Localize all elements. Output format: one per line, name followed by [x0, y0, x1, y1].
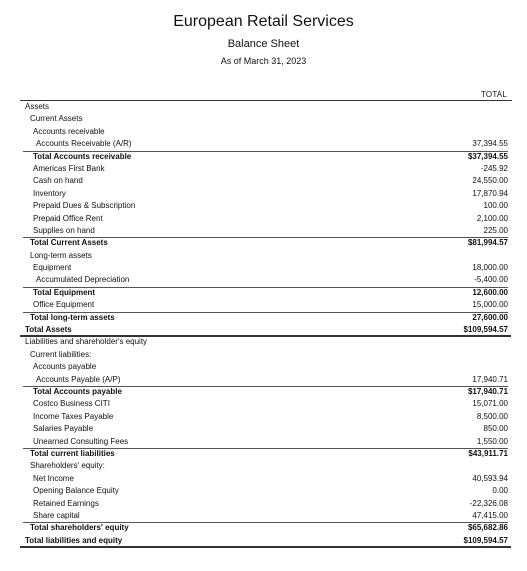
total-row: [23, 287, 508, 299]
table-row: [23, 126, 508, 138]
table-row: [23, 188, 508, 200]
table-row: [23, 299, 508, 311]
row-label: Total shareholders' equity: [30, 523, 129, 533]
row-label: Total long-term assets: [30, 312, 115, 322]
row-label: Income Taxes Payable: [33, 411, 114, 421]
row-amount: 27,600.00: [472, 312, 508, 322]
row-label: Total liabilities and equity: [25, 535, 123, 545]
row-amount: 17,940.71: [472, 374, 508, 384]
row-label: Inventory: [33, 188, 66, 198]
column-header-total: TOTAL: [480, 90, 507, 99]
table-row: [23, 473, 508, 485]
row-label: Total Accounts payable: [33, 386, 122, 396]
table-row: [23, 163, 508, 175]
row-label: Supplies on hand: [33, 225, 95, 235]
row-label: Current Assets: [30, 114, 83, 124]
row-amount: 0.00: [492, 486, 508, 496]
row-amount: $37,394.55: [467, 151, 508, 161]
row-amount: $109,594.57: [463, 325, 508, 335]
table-row: [23, 336, 508, 348]
row-label: Accounts receivable: [33, 126, 105, 136]
table-row: [23, 485, 508, 497]
row-amount: 18,000.00: [472, 263, 508, 273]
table-row: [23, 138, 508, 150]
row-amount: 40,593.94: [472, 473, 508, 483]
table-row: [23, 374, 508, 386]
row-amount: 12,600.00: [472, 287, 508, 297]
balance-sheet-table: [23, 101, 508, 547]
row-label: Office Equipment: [33, 300, 95, 310]
row-amount: $65,682.86: [467, 523, 508, 533]
table-row: [23, 175, 508, 187]
total-row: [23, 237, 508, 249]
row-amount: $81,994.57: [467, 238, 508, 248]
row-label: Total current liabilities: [30, 448, 115, 458]
row-amount: -22,326.08: [469, 498, 508, 508]
row-label: Unearned Consulting Fees: [33, 436, 129, 446]
table-row: [23, 423, 508, 435]
row-amount: 8,500.00: [476, 411, 508, 421]
table-row: [23, 274, 508, 286]
total-row: [23, 386, 508, 398]
row-label: Total Assets: [25, 325, 72, 335]
row-amount: -245.92: [480, 163, 508, 173]
row-amount: $109,594.57: [463, 535, 508, 545]
row-label: Accumulated Depreciation: [36, 275, 130, 285]
table-row: [23, 361, 508, 373]
row-label: Liabilities and shareholder's equity: [25, 337, 148, 347]
row-label: Total Accounts receivable: [33, 151, 132, 161]
table-row: [23, 498, 508, 510]
table-row: [23, 101, 508, 113]
row-amount: 2,100.00: [476, 213, 508, 223]
row-amount: 47,415.00: [472, 510, 508, 520]
row-label: Accounts payable: [33, 362, 97, 372]
row-amount: 24,550.00: [472, 176, 508, 186]
row-amount: 100.00: [483, 201, 508, 211]
company-name: European Retail Services: [173, 13, 354, 30]
total-row: [23, 312, 508, 324]
row-label: Retained Earnings: [33, 498, 99, 508]
row-amount: 850.00: [483, 424, 508, 434]
row-amount: 15,000.00: [472, 300, 508, 310]
row-label: Opening Balance Equity: [33, 486, 119, 496]
row-label: Prepaid Dues & Subscription: [33, 201, 136, 211]
grand-total-row: [23, 535, 508, 547]
row-label: Total Current Assets: [30, 238, 108, 248]
row-amount: 1,550.00: [476, 436, 508, 446]
total-row: [23, 522, 508, 534]
table-row: [23, 510, 508, 522]
row-label: Cash on hand: [33, 176, 83, 186]
row-amount: 225.00: [483, 225, 508, 235]
row-label: Accounts Payable (A/P): [36, 374, 121, 384]
table-row: [23, 262, 508, 274]
row-amount: $17,940.71: [467, 386, 508, 396]
report-date: As of March 31, 2023: [220, 56, 307, 66]
row-amount: -5,400.00: [474, 275, 508, 285]
row-label: Total Equipment: [33, 287, 96, 297]
row-amount: 15,071.00: [472, 399, 508, 409]
row-label: Share capital: [33, 510, 80, 520]
table-row: [23, 213, 508, 225]
row-label: Net Income: [33, 473, 74, 483]
table-row: [23, 436, 508, 448]
total-row: [23, 448, 508, 460]
row-label: Assets: [25, 102, 50, 111]
report-title: Balance Sheet: [227, 38, 300, 50]
table-row: [23, 398, 508, 410]
table-row: [23, 113, 508, 125]
table-row: [23, 250, 508, 262]
row-label: Prepaid Office Rent: [33, 213, 103, 223]
table-row: [23, 349, 508, 361]
row-label: Long-term assets: [30, 250, 92, 260]
table-row: [23, 200, 508, 212]
total-row: [23, 151, 508, 163]
row-amount: 37,394.55: [472, 139, 508, 149]
row-amount: $43,911.71: [468, 448, 508, 458]
row-amount: 17,870.94: [472, 188, 508, 198]
row-label: Americas First Bank: [33, 163, 105, 173]
row-label: Salaries Payable: [33, 424, 94, 434]
grand-total-row: [23, 324, 508, 336]
table-row: [23, 460, 508, 472]
row-label: Shareholders' equity:: [30, 461, 105, 471]
row-label: Accounts Receivable (A/R): [36, 139, 132, 149]
row-label: Current liabilities:: [30, 349, 92, 359]
table-row: [23, 411, 508, 423]
row-label: Equipment: [33, 263, 72, 273]
row-label: Costco Business CITI: [33, 399, 110, 409]
table-row: [23, 225, 508, 237]
